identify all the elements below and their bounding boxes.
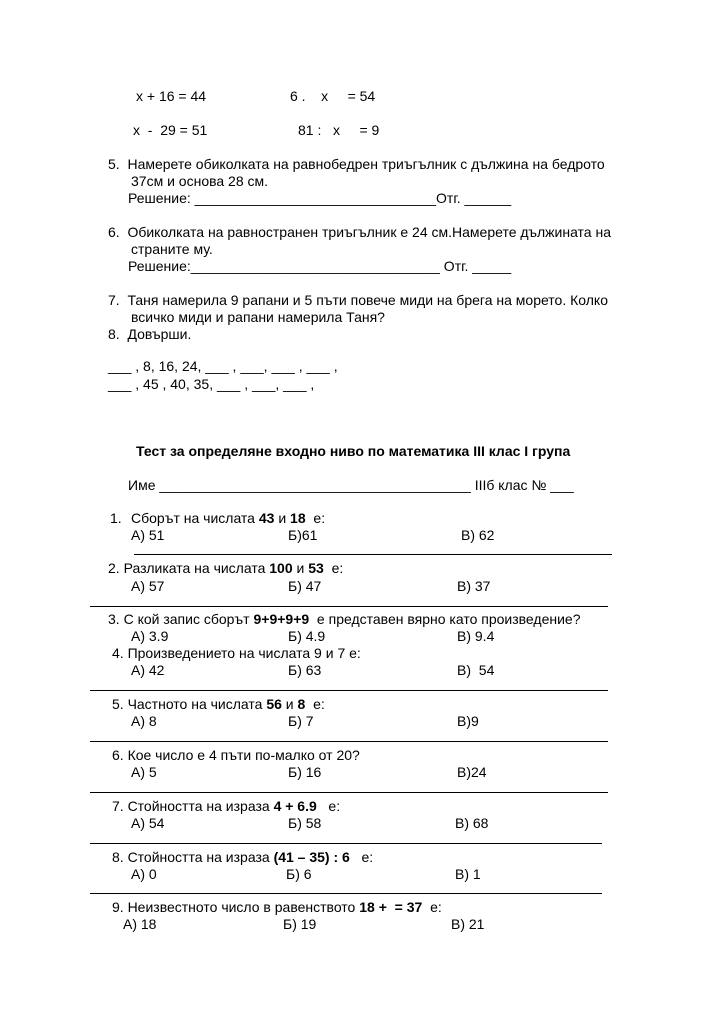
q9-option-a: А) 18	[123, 916, 157, 932]
task5-line1: 5. Намерете обиколката на равнобедрен триъгълник с дължина на бедрото	[108, 156, 605, 172]
task7-line1: 7. Таня намерила 9 рапани и 5 пъти повече миди на брега на морето. Колко	[108, 292, 608, 308]
q7-option-c: В) 68	[455, 815, 489, 831]
q2-question: 2. Разликата на числата 100 и 53 е:	[108, 560, 344, 576]
q3-option-b: Б) 4.9	[288, 628, 326, 644]
q8-option-b: Б) 6	[286, 866, 312, 882]
task8-sequence1: ___ , 8, 16, 24, ___ , ___, ___ , ___ ,	[108, 358, 338, 374]
q6-question: 6. Кое число е 4 пъти по-малко от 20?	[112, 747, 360, 763]
q5-option-a: А) 8	[131, 713, 157, 729]
q2-option-a: А) 57	[131, 578, 165, 594]
q8-option-c: В) 1	[455, 866, 481, 882]
q1-option-c: В) 62	[461, 527, 495, 543]
divider-line	[134, 554, 612, 555]
task6-line2: страните му.	[131, 241, 213, 257]
q1-number: 1.	[110, 510, 122, 526]
equation-3: x - 29 = 51	[133, 122, 208, 138]
task8-line1: 8. Довърши.	[108, 326, 192, 342]
q2-option-c: В) 37	[457, 578, 491, 594]
q6-option-a: А) 5	[131, 764, 157, 780]
q4-question: 4. Произведението на числата 9 и 7 е:	[112, 645, 361, 661]
q3-question: 3. С кой запис сборът 9+9+9+9 е представен вярно като произведение?	[108, 611, 581, 627]
q5-option-b: Б) 7	[288, 713, 314, 729]
divider-line	[90, 792, 608, 793]
q8-question: 8. Стойността на израза (41 – 35) : 6 е:	[112, 849, 374, 865]
q7-question: 7. Стойността на израза 4 + 6.9 е:	[112, 798, 341, 814]
equation-1: x + 16 = 44	[136, 88, 207, 104]
q2-option-b: Б) 47	[288, 578, 322, 594]
divider-line	[90, 741, 608, 742]
q4-option-a: А) 42	[131, 662, 165, 678]
q1-option-a: А) 51	[131, 527, 165, 543]
divider-line	[90, 606, 608, 607]
task6-line3: Решение:________________________________ Отг. _____	[128, 258, 512, 274]
q6-option-c: В)24	[457, 764, 487, 780]
task5-line2: 37см и основа 28 см.	[131, 173, 269, 189]
q6-option-b: Б) 16	[288, 764, 322, 780]
test-title: Тест за определяне входно ниво по математика III клас I група	[136, 443, 571, 459]
q9-option-c: В) 21	[451, 916, 485, 932]
q5-option-c: В)9	[457, 713, 479, 729]
divider-line	[90, 690, 608, 691]
q1-option-b: Б)61	[288, 527, 318, 543]
divider-line	[90, 893, 602, 894]
task5-line3: Решение: _______________________________Отг. ______	[128, 190, 512, 206]
q4-option-c: В) 54	[457, 662, 495, 678]
q9-option-b: Б) 19	[283, 916, 317, 932]
q9-question: 9. Неизвестното число в равенството 18 + = 37 е:	[112, 899, 442, 915]
q5-question: 5. Частното на числата 56 и 8 е:	[112, 696, 325, 712]
q7-option-a: А) 54	[131, 815, 165, 831]
name-line: Име ________________________________________ IIIб клас № ___	[128, 477, 574, 493]
task6-line1: 6. Обиколката на равностранен триъгълник е 24 см.Намерете дължината на	[108, 224, 611, 240]
q8-option-a: А) 0	[131, 866, 157, 882]
equation-4: 81 : x = 9	[298, 122, 380, 138]
q1-question: Сборът на числата 43 и 18 е:	[131, 510, 326, 526]
equation-2: 6 . x = 54	[290, 88, 376, 104]
q4-option-b: Б) 63	[288, 662, 322, 678]
divider-line	[90, 843, 602, 844]
q7-option-b: Б) 58	[288, 815, 322, 831]
q3-option-a: А) 3.9	[131, 628, 169, 644]
q3-option-c: В) 9.4	[457, 628, 495, 644]
task8-sequence2: ___ , 45 , 40, 35, ___ , ___, ___ ,	[108, 376, 315, 392]
task7-line2: всичко миди и рапани намерила Таня?	[131, 309, 385, 325]
